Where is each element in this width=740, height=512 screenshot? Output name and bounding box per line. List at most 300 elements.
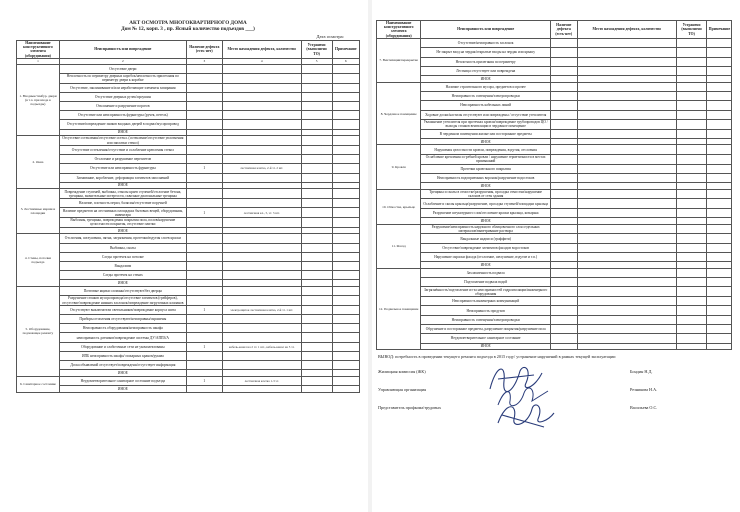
location-cell: [222, 227, 301, 234]
note-cell: [332, 73, 359, 83]
defect-cell: ИНОЕ: [59, 386, 186, 393]
fixed-cell: [301, 280, 332, 287]
defect-cell: Разрушение штукатурного слоя/отслоение краски крыльца, козырька: [421, 208, 551, 217]
location-cell: [222, 83, 301, 92]
has-defect-cell: [186, 252, 222, 261]
note-cell: [332, 155, 359, 164]
location-cell: [222, 243, 301, 252]
location-cell: [577, 76, 676, 83]
location-cell: [577, 262, 676, 269]
fixed-cell: [676, 57, 706, 66]
table-row: [377, 234, 732, 243]
fixed-cell: [676, 268, 706, 277]
right-page: [372, 0, 740, 512]
defect-cell: Увлажнение утеплителя при протечках кровли/повреждение трубопроводов ЦО / выходы стояков вентиляции в чердачное помещение: [421, 119, 551, 129]
has-defect-cell: [550, 334, 577, 343]
defect-cell: Наличие, плотность перил, балясин/отсутствие поручней: [59, 199, 186, 208]
note-cell: [332, 315, 359, 324]
fixed-cell: [301, 199, 332, 208]
has-defect-cell: [550, 129, 577, 138]
table-row: [377, 208, 732, 217]
fixed-cell: [676, 173, 706, 182]
location-cell: [222, 129, 301, 136]
table-row: [377, 173, 732, 182]
note-cell: [707, 208, 732, 217]
has-defect-cell: [186, 155, 222, 164]
note-cell: [332, 243, 359, 252]
table-row: [17, 243, 360, 252]
table-row: [377, 129, 732, 138]
defect-cell: ИНОЕ: [59, 280, 186, 287]
signatory-name: Резникова Н.А.: [630, 387, 658, 393]
table-row: [377, 243, 732, 252]
defect-cell: ИНОЕ: [421, 183, 551, 190]
defect-cell: Отсутствие/неисправность заслонок: [421, 38, 551, 47]
has-defect-cell: [186, 243, 222, 252]
has-defect-cell: [550, 208, 577, 217]
note-cell: [707, 129, 732, 138]
fixed-cell: [301, 286, 332, 295]
table-row: [17, 296, 360, 306]
inspection-table-right: [376, 20, 732, 350]
defect-cell: Отсутствие остекления/отсутствие и ослабление крепления стекол: [59, 145, 186, 154]
table-row: [377, 306, 732, 315]
note-cell: [332, 333, 359, 342]
header-defect: Неисправность или повреждение: [421, 21, 551, 39]
location-cell: [577, 208, 676, 217]
fixed-cell: [676, 252, 706, 261]
note-cell: [332, 182, 359, 189]
element-name-cell: 1. Входные/тамбур. двери (в т.ч. при входе в подъезды): [17, 64, 60, 136]
has-defect-cell: 1: [186, 164, 222, 173]
element-name-cell: 11. Фасад: [377, 224, 421, 268]
note-cell: [707, 183, 732, 190]
has-defect-cell: [550, 268, 577, 277]
defect-cell: Ослабление крепления и гребней кровли / нарушение герметичности в местах примыканий: [421, 154, 551, 164]
fixed-cell: [301, 111, 332, 120]
table-row: [17, 182, 360, 189]
element-name-cell: 10. Отмостка, крыльцо: [377, 189, 421, 224]
table-row: [377, 57, 732, 66]
table-row: [17, 234, 360, 243]
note-cell: [707, 173, 732, 182]
location-cell: лестничная клетка, 2-й эт. 2 шт.: [222, 164, 301, 173]
defect-cell: Подтопление подвала водой: [421, 278, 551, 287]
location-cell: [222, 296, 301, 306]
defect-cell: неисправность датчиков/повреждение системы ДУ/АППЗ/А: [59, 333, 186, 342]
fixed-cell: [676, 199, 706, 208]
location-cell: [222, 182, 301, 189]
fixed-cell: [301, 189, 332, 199]
table-row: [17, 189, 360, 199]
location-cell: [577, 38, 676, 47]
has-defect-cell: [550, 306, 577, 315]
fixed-cell: [301, 155, 332, 164]
location-cell: [222, 92, 301, 101]
location-cell: [577, 183, 676, 190]
has-defect-cell: [186, 145, 222, 154]
element-name-cell: 7. Вентиляция/перекрытие: [377, 38, 421, 82]
location-cell: [222, 370, 301, 377]
fixed-cell: [301, 218, 332, 228]
location-cell: [222, 64, 301, 73]
table-row: [17, 129, 360, 136]
defect-cell: Отслоение и разрушение переплетов: [59, 155, 186, 164]
table-row: [17, 92, 360, 101]
defect-cell: Разрушение стояков мусоропровода/отсутствие элементов (грейферов), отсутствие/повреждение нижних заслонок/повреждение загрузочных клапанов: [59, 296, 186, 306]
location-cell: [222, 324, 301, 333]
has-defect-cell: [186, 286, 222, 295]
note-cell: [332, 286, 359, 295]
has-defect-cell: [550, 110, 577, 119]
fixed-cell: [301, 342, 332, 351]
location-cell: лестничная кл., 5, эт. 3 шт.: [222, 208, 301, 218]
note-cell: [332, 199, 359, 208]
location-cell: [577, 57, 676, 66]
has-defect-cell: [186, 386, 222, 393]
note-cell: [707, 110, 732, 119]
defect-cell: Отсутствие дверных ручек/проушин: [59, 92, 186, 101]
note-cell: [707, 76, 732, 83]
has-defect-cell: [186, 315, 222, 324]
fixed-cell: [301, 136, 332, 146]
has-defect-cell: [550, 82, 577, 91]
location-cell: [222, 286, 301, 295]
has-defect-cell: [550, 183, 577, 190]
note-cell: [707, 154, 732, 164]
defect-cell: Вандализм: [59, 261, 186, 270]
header-element: Наименование конструктивного элемента (оборудования): [17, 41, 60, 59]
fixed-cell: [301, 315, 332, 324]
table-row: [17, 252, 360, 261]
table-row: [377, 268, 732, 277]
note-cell: [707, 57, 732, 66]
fixed-cell: [676, 287, 706, 297]
location-cell: [577, 138, 676, 145]
table-row: [377, 315, 732, 324]
has-defect-cell: 1: [186, 208, 222, 218]
table-row: [377, 48, 732, 57]
has-defect-cell: [550, 325, 577, 334]
element-name-cell: 9. Кровля: [377, 145, 421, 189]
signatory-name: Васильева О.С.: [630, 405, 658, 411]
defect-cell: Неисправность продухов: [421, 306, 551, 315]
defect-cell: Следы протечек на стенах: [59, 271, 186, 280]
note-cell: [707, 262, 732, 269]
element-name-cell: 5. Оборудование, подлежащее ремонту: [17, 286, 60, 376]
has-defect-cell: [550, 57, 577, 66]
fixed-cell: [676, 183, 706, 190]
fixed-cell: [301, 73, 332, 83]
table-row: [377, 154, 732, 164]
note-cell: [332, 252, 359, 261]
header-has-defect: Наличие дефекта (есть-нет): [186, 41, 222, 59]
defect-cell: Протечки кровельного покрытия: [421, 164, 551, 173]
location-cell: [577, 325, 676, 334]
signatory-role: Управляющая организация: [378, 387, 427, 393]
location-cell: [577, 82, 676, 91]
has-defect-cell: [550, 199, 577, 208]
location-cell: [577, 306, 676, 315]
has-defect-cell: [186, 234, 222, 243]
table-row: [377, 76, 732, 83]
location-cell: [222, 252, 301, 261]
note-cell: [707, 189, 732, 199]
header-fixed: Устранено (выполнено ТО): [676, 21, 706, 39]
fixed-cell: [301, 351, 332, 360]
note-cell: [332, 92, 359, 101]
fixed-cell: [676, 129, 706, 138]
defect-cell: Отсутствие или неисправность фурнитуры: [59, 164, 186, 173]
defect-cell: Отсутствие или неисправность фурнитуры (ручек, петель): [59, 111, 186, 120]
defect-cell: ИПБ неисправность шкафа/ пожарных кранов/рукава: [59, 351, 186, 360]
note-cell: [332, 145, 359, 154]
fixed-cell: [301, 92, 332, 101]
fixed-cell: [301, 120, 332, 129]
has-defect-cell: [186, 173, 222, 182]
fixed-cell: [301, 271, 332, 280]
table-row: [377, 218, 732, 225]
fixed-cell: [301, 102, 332, 111]
has-defect-cell: [550, 224, 577, 234]
defect-cell: Разрушение/неисправность наружного облицовочного слоя отдельных материалов/выветривание раствора: [421, 224, 551, 234]
header-has-defect: Наличие дефекта (есть-нет): [550, 21, 577, 39]
location-cell: [222, 271, 301, 280]
note-cell: [332, 227, 359, 234]
signatures-block: [376, 365, 732, 465]
has-defect-cell: [186, 199, 222, 208]
column-number: 5: [301, 58, 332, 64]
defect-cell: Не закрыт вход на чердак/открытые входы на чердак или крышу: [421, 48, 551, 57]
location-cell: [577, 154, 676, 164]
location-cell: [577, 119, 676, 129]
table-row: [17, 286, 360, 295]
note-cell: [332, 173, 359, 182]
handwritten-signature-3: [492, 397, 558, 437]
header-note: Примечание: [332, 41, 359, 59]
defect-cell: Трещины и сколы в отмостке/разрушения, просадка отмостки/нарушение склонов от стен здания: [421, 189, 551, 199]
location-cell: [577, 218, 676, 225]
has-defect-cell: [550, 252, 577, 261]
location-cell: [577, 278, 676, 287]
defect-cell: Почтовые ящики сломаны/отсутствуют/без дверцы: [59, 286, 186, 295]
location-cell: [577, 343, 676, 350]
has-defect-cell: [550, 234, 577, 243]
fixed-cell: [676, 91, 706, 100]
location-cell: [222, 73, 301, 83]
table-row: [17, 261, 360, 270]
location-cell: [577, 48, 676, 57]
has-defect-cell: [186, 218, 222, 228]
has-defect-cell: [550, 76, 577, 83]
fixed-cell: [301, 361, 332, 370]
table-row: [17, 361, 360, 370]
defect-cell: Наличие строительного мусора, предметов и прочее: [421, 82, 551, 91]
table-row: [17, 64, 360, 73]
defect-cell: Обрушение и посторонние предметы, разрушение покрытия/разрушение пола: [421, 325, 551, 334]
table-row: [377, 91, 732, 100]
has-defect-cell: [186, 182, 222, 189]
location-cell: [222, 351, 301, 360]
note-cell: [707, 234, 732, 243]
table-row: [17, 315, 360, 324]
fixed-cell: [676, 306, 706, 315]
fixed-cell: [301, 370, 332, 377]
signatory-role: Представитель профкома/трудовых: [378, 405, 442, 411]
has-defect-cell: [186, 136, 222, 146]
note-cell: [707, 199, 732, 208]
has-defect-cell: [186, 333, 222, 342]
location-cell: [222, 261, 301, 270]
note-cell: [332, 208, 359, 218]
defect-cell: Неудовлетворительное санитарное состояние подъезда: [59, 376, 186, 385]
table-row: [377, 262, 732, 269]
location-cell: [222, 102, 301, 111]
note-cell: [332, 261, 359, 270]
column-number: 6: [332, 58, 359, 64]
fixed-cell: [676, 145, 706, 154]
defect-cell: Неплотность прилегания по периметру: [421, 57, 551, 66]
has-defect-cell: [550, 243, 577, 252]
fixed-cell: [301, 252, 332, 261]
has-defect-cell: [186, 351, 222, 360]
location-cell: [577, 199, 676, 208]
fixed-cell: [676, 218, 706, 225]
has-defect-cell: [550, 287, 577, 297]
location-cell: [222, 218, 301, 228]
table-row: [377, 325, 732, 334]
note-cell: [332, 370, 359, 377]
location-cell: [577, 164, 676, 173]
fixed-cell: [301, 173, 332, 182]
fixed-cell: [676, 334, 706, 343]
location-cell: [222, 315, 301, 324]
has-defect-cell: [186, 102, 222, 111]
note-cell: [707, 343, 732, 350]
fixed-cell: [301, 243, 332, 252]
note-cell: [332, 376, 359, 385]
fixed-cell: [676, 208, 706, 217]
defect-cell: ИНОЕ: [421, 343, 551, 350]
table-row: [377, 110, 732, 119]
table-row: [377, 199, 732, 208]
note-cell: [707, 138, 732, 145]
location-cell: [577, 224, 676, 234]
defect-cell: Выбоины, трещины, повреждения покрытия пола, полов/нарушение целостности покрытия, отсутствие плитки: [59, 218, 186, 228]
has-defect-cell: [550, 164, 577, 173]
table-row: [377, 278, 732, 287]
defect-cell: Загрязнённость/подтопление из-за неисправностей гидроизоляции/инженерного оборудования: [421, 287, 551, 297]
table-row: [377, 287, 732, 297]
note-cell: [707, 243, 732, 252]
location-cell: [577, 297, 676, 306]
location-cell: [577, 145, 676, 154]
note-cell: [707, 218, 732, 225]
location-cell: [577, 173, 676, 182]
defect-cell: Неудовлетворительное санитарное состояние: [421, 334, 551, 343]
table-row: [17, 386, 360, 393]
fixed-cell: [301, 261, 332, 270]
column-number: 2: [59, 58, 186, 64]
defect-cell: Неисправность водоприемных воронок/разрушение водостоков: [421, 173, 551, 182]
element-name-cell: 3. Лестничные марши и площадки: [17, 189, 60, 234]
location-cell: [222, 333, 301, 342]
location-cell: [222, 234, 301, 243]
note-cell: [332, 271, 359, 280]
fixed-cell: [676, 154, 706, 164]
header-location: Место нахождения дефекта, количество: [577, 21, 676, 39]
location-cell: [577, 334, 676, 343]
header-defect: Неисправность или повреждение: [59, 41, 186, 59]
element-name-cell: 4. Стены, потолки подъезда: [17, 234, 60, 287]
has-defect-cell: [550, 154, 577, 164]
table-row: [377, 145, 732, 154]
fixed-cell: [676, 234, 706, 243]
note-cell: [707, 268, 732, 277]
signatory-role: Жилищная комиссия (ЖК): [378, 369, 426, 375]
defect-cell: Отсутствие двери: [59, 64, 186, 73]
fixed-cell: [676, 189, 706, 199]
location-cell: [222, 136, 301, 146]
table-row: [17, 83, 360, 92]
location-cell: [222, 361, 301, 370]
note-cell: [707, 315, 732, 324]
table-row: [17, 218, 360, 228]
defect-cell: Отсутствуют выключатели светильников/повреждение корпуса шита: [59, 305, 186, 314]
table-header-row: [17, 41, 360, 59]
table-row: [377, 138, 732, 145]
table-row: [17, 333, 360, 342]
location-cell: [577, 243, 676, 252]
defect-cell: ИНОЕ: [59, 370, 186, 377]
note-cell: [332, 361, 359, 370]
defect-cell: Отсутствие/повреждение элементов фасадов водостоков: [421, 243, 551, 252]
location-cell: [222, 386, 301, 393]
table-header-row: [377, 21, 732, 39]
note-cell: [332, 324, 359, 333]
note-cell: [332, 189, 359, 199]
has-defect-cell: [550, 297, 577, 306]
note-cell: [332, 296, 359, 306]
has-defect-cell: [186, 111, 222, 120]
signatory-name: Бондин Н.Д.: [630, 369, 653, 375]
table-row: [377, 252, 732, 261]
has-defect-cell: 1: [186, 376, 222, 385]
note-cell: [332, 164, 359, 173]
defect-cell: Неисправность освещения/электропроводки: [421, 315, 551, 324]
note-cell: [332, 351, 359, 360]
note-cell: [707, 91, 732, 100]
table-row: [17, 120, 360, 129]
fixed-cell: [301, 376, 332, 385]
note-cell: [332, 218, 359, 228]
fixed-cell: [676, 262, 706, 269]
element-name-cell: 6. Санитарное состояние: [17, 376, 60, 392]
note-cell: [332, 386, 359, 393]
table-row: [17, 280, 360, 287]
fixed-cell: [301, 145, 332, 154]
defect-cell: ИНОЕ: [421, 138, 551, 145]
fixed-cell: [301, 296, 332, 306]
note-cell: [707, 101, 732, 110]
has-defect-cell: [550, 91, 577, 100]
note-cell: [707, 287, 732, 297]
defect-cell: Лестница отсутствует или повреждена: [421, 66, 551, 75]
location-cell: [577, 189, 676, 199]
has-defect-cell: [550, 38, 577, 47]
has-defect-cell: [186, 296, 222, 306]
has-defect-cell: [550, 278, 577, 287]
